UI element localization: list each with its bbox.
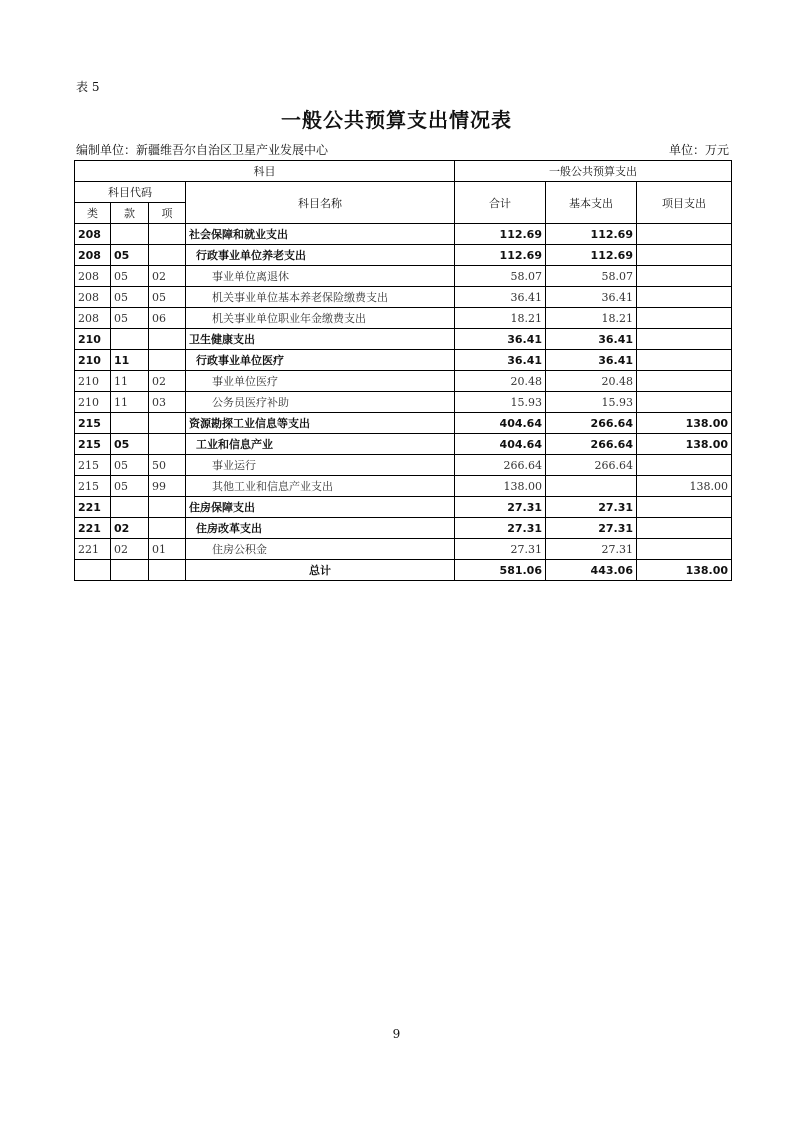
- cell-empty: [111, 560, 149, 581]
- cell-subject-name: 住房保障支出: [186, 497, 455, 518]
- cell-subject-name: 公务员医疗补助: [186, 392, 455, 413]
- cell-basic: 18.21: [546, 308, 637, 329]
- cell-xiang: [149, 329, 186, 350]
- cell-subject-name: 其他工业和信息产业支出: [186, 476, 455, 497]
- cell-kuan: 05: [111, 308, 149, 329]
- table-row: [75, 308, 732, 329]
- cell-subject-name: 住房公积金: [186, 539, 455, 560]
- cell-basic: 27.31: [546, 539, 637, 560]
- cell-xiang: 01: [149, 539, 186, 560]
- cell-project: [637, 371, 732, 392]
- cell-project: [637, 224, 732, 245]
- cell-xiang: [149, 224, 186, 245]
- table-row: [75, 539, 732, 560]
- cell-lei: 210: [75, 392, 111, 413]
- budget-expenditure-table: [74, 160, 732, 581]
- cell-total: 404.64: [455, 413, 546, 434]
- cell-basic: 36.41: [546, 350, 637, 371]
- table-row: [75, 434, 732, 455]
- cell-project: [637, 287, 732, 308]
- cell-kuan: [111, 224, 149, 245]
- cell-basic: 15.93: [546, 392, 637, 413]
- header-project: 项目支出: [637, 182, 732, 224]
- cell-project: [637, 350, 732, 371]
- cell-lei: 221: [75, 497, 111, 518]
- document-title: 一般公共预算支出情况表: [281, 108, 512, 132]
- cell-xiang: 50: [149, 455, 186, 476]
- cell-subject-name: 事业单位离退休: [186, 266, 455, 287]
- header-budget-group: 一般公共预算支出: [455, 161, 732, 182]
- cell-total: 27.31: [455, 518, 546, 539]
- cell-lei: 208: [75, 224, 111, 245]
- cell-xiang: [149, 350, 186, 371]
- cell-lei: 208: [75, 266, 111, 287]
- cell-xiang: 05: [149, 287, 186, 308]
- cell-project: [637, 329, 732, 350]
- cell-basic: [546, 476, 637, 497]
- cell-lei: 221: [75, 539, 111, 560]
- table-row: [75, 224, 732, 245]
- header-basic: 基本支出: [546, 182, 637, 224]
- header-subject: 科目: [75, 161, 455, 182]
- cell-kuan: 11: [111, 371, 149, 392]
- cell-total: 112.69: [455, 224, 546, 245]
- cell-subject-name: 事业运行: [186, 455, 455, 476]
- cell-subject-name: 机关事业单位职业年金缴费支出: [186, 308, 455, 329]
- cell-basic: 36.41: [546, 329, 637, 350]
- cell-total: 18.21: [455, 308, 546, 329]
- cell-subject-name: 社会保障和就业支出: [186, 224, 455, 245]
- cell-lei: 210: [75, 371, 111, 392]
- cell-basic: 36.41: [546, 287, 637, 308]
- cell-basic: 266.64: [546, 434, 637, 455]
- header-xiang: 项: [149, 203, 186, 224]
- total-row: [75, 560, 732, 581]
- table-row: [75, 266, 732, 287]
- cell-lei: 215: [75, 476, 111, 497]
- cell-subject-name: 住房改革支出: [186, 518, 455, 539]
- cell-lei: 215: [75, 455, 111, 476]
- cell-lei: 210: [75, 329, 111, 350]
- cell-total: 36.41: [455, 287, 546, 308]
- cell-total: 15.93: [455, 392, 546, 413]
- cell-xiang: 03: [149, 392, 186, 413]
- cell-basic: 58.07: [546, 266, 637, 287]
- cell-xiang: [149, 245, 186, 266]
- cell-total: 112.69: [455, 245, 546, 266]
- total-label: 总计: [186, 560, 455, 581]
- cell-lei: 210: [75, 350, 111, 371]
- cell-kuan: 02: [111, 518, 149, 539]
- cell-total: 36.41: [455, 329, 546, 350]
- cell-empty: [75, 560, 111, 581]
- cell-project: [637, 392, 732, 413]
- table-row: [75, 497, 732, 518]
- cell-xiang: [149, 434, 186, 455]
- cell-subject-name: 机关事业单位基本养老保险缴费支出: [186, 287, 455, 308]
- cell-empty: [149, 560, 186, 581]
- cell-xiang: 06: [149, 308, 186, 329]
- cell-lei: 208: [75, 287, 111, 308]
- cell-total: 58.07: [455, 266, 546, 287]
- cell-kuan: 05: [111, 476, 149, 497]
- cell-grand-total: 581.06: [455, 560, 546, 581]
- cell-project: 138.00: [637, 476, 732, 497]
- cell-lei: 208: [75, 308, 111, 329]
- header-kuan: 款: [111, 203, 149, 224]
- header-code-group: 科目代码: [75, 182, 186, 203]
- cell-project: [637, 245, 732, 266]
- cell-project: [637, 497, 732, 518]
- cell-xiang: [149, 413, 186, 434]
- cell-project: 138.00: [637, 434, 732, 455]
- cell-basic: 266.64: [546, 413, 637, 434]
- cell-project: [637, 518, 732, 539]
- cell-xiang: [149, 497, 186, 518]
- header-subject-name: 科目名称: [186, 182, 455, 224]
- table-body: [75, 224, 732, 581]
- table-row: [75, 455, 732, 476]
- table-number: 表 5: [76, 80, 100, 94]
- cell-basic: 27.31: [546, 497, 637, 518]
- cell-kuan: 05: [111, 455, 149, 476]
- page-number: 9: [392, 1027, 401, 1041]
- cell-subject-name: 行政事业单位养老支出: [186, 245, 455, 266]
- cell-subject-name: 行政事业单位医疗: [186, 350, 455, 371]
- currency-unit: 单位：万元: [668, 143, 729, 157]
- cell-kuan: 05: [111, 266, 149, 287]
- cell-project: 138.00: [637, 413, 732, 434]
- table-row: [75, 413, 732, 434]
- cell-total: 266.64: [455, 455, 546, 476]
- cell-subject-name: 卫生健康支出: [186, 329, 455, 350]
- cell-basic: 27.31: [546, 518, 637, 539]
- cell-basic: 20.48: [546, 371, 637, 392]
- cell-xiang: 02: [149, 371, 186, 392]
- cell-basic: 112.69: [546, 245, 637, 266]
- cell-basic: 112.69: [546, 224, 637, 245]
- cell-total: 404.64: [455, 434, 546, 455]
- cell-kuan: 05: [111, 287, 149, 308]
- table-row: [75, 287, 732, 308]
- cell-kuan: [111, 413, 149, 434]
- cell-kuan: [111, 329, 149, 350]
- cell-lei: 208: [75, 245, 111, 266]
- cell-kuan: 05: [111, 434, 149, 455]
- cell-kuan: 11: [111, 350, 149, 371]
- compiling-unit: 编制单位：新疆维吾尔自治区卫星产业发展中心: [76, 143, 329, 157]
- cell-basic: 266.64: [546, 455, 637, 476]
- cell-lei: 215: [75, 413, 111, 434]
- cell-grand-basic: 443.06: [546, 560, 637, 581]
- cell-xiang: [149, 518, 186, 539]
- cell-grand-project: 138.00: [637, 560, 732, 581]
- cell-total: 138.00: [455, 476, 546, 497]
- cell-kuan: 11: [111, 392, 149, 413]
- cell-subject-name: 工业和信息产业: [186, 434, 455, 455]
- cell-xiang: 02: [149, 266, 186, 287]
- cell-kuan: 02: [111, 539, 149, 560]
- cell-lei: 221: [75, 518, 111, 539]
- table-row: [75, 350, 732, 371]
- table-row: [75, 371, 732, 392]
- cell-lei: 215: [75, 434, 111, 455]
- table-row: [75, 518, 732, 539]
- cell-kuan: 05: [111, 245, 149, 266]
- cell-total: 20.48: [455, 371, 546, 392]
- cell-project: [637, 539, 732, 560]
- header-lei: 类: [75, 203, 111, 224]
- cell-kuan: [111, 497, 149, 518]
- table-row: [75, 476, 732, 497]
- cell-project: [637, 266, 732, 287]
- cell-total: 27.31: [455, 497, 546, 518]
- table-row: [75, 392, 732, 413]
- cell-subject-name: 事业单位医疗: [186, 371, 455, 392]
- header-total: 合计: [455, 182, 546, 224]
- cell-xiang: 99: [149, 476, 186, 497]
- cell-project: [637, 308, 732, 329]
- cell-total: 36.41: [455, 350, 546, 371]
- cell-subject-name: 资源勘探工业信息等支出: [186, 413, 455, 434]
- cell-project: [637, 455, 732, 476]
- table-row: [75, 329, 732, 350]
- table-row: [75, 245, 732, 266]
- cell-total: 27.31: [455, 539, 546, 560]
